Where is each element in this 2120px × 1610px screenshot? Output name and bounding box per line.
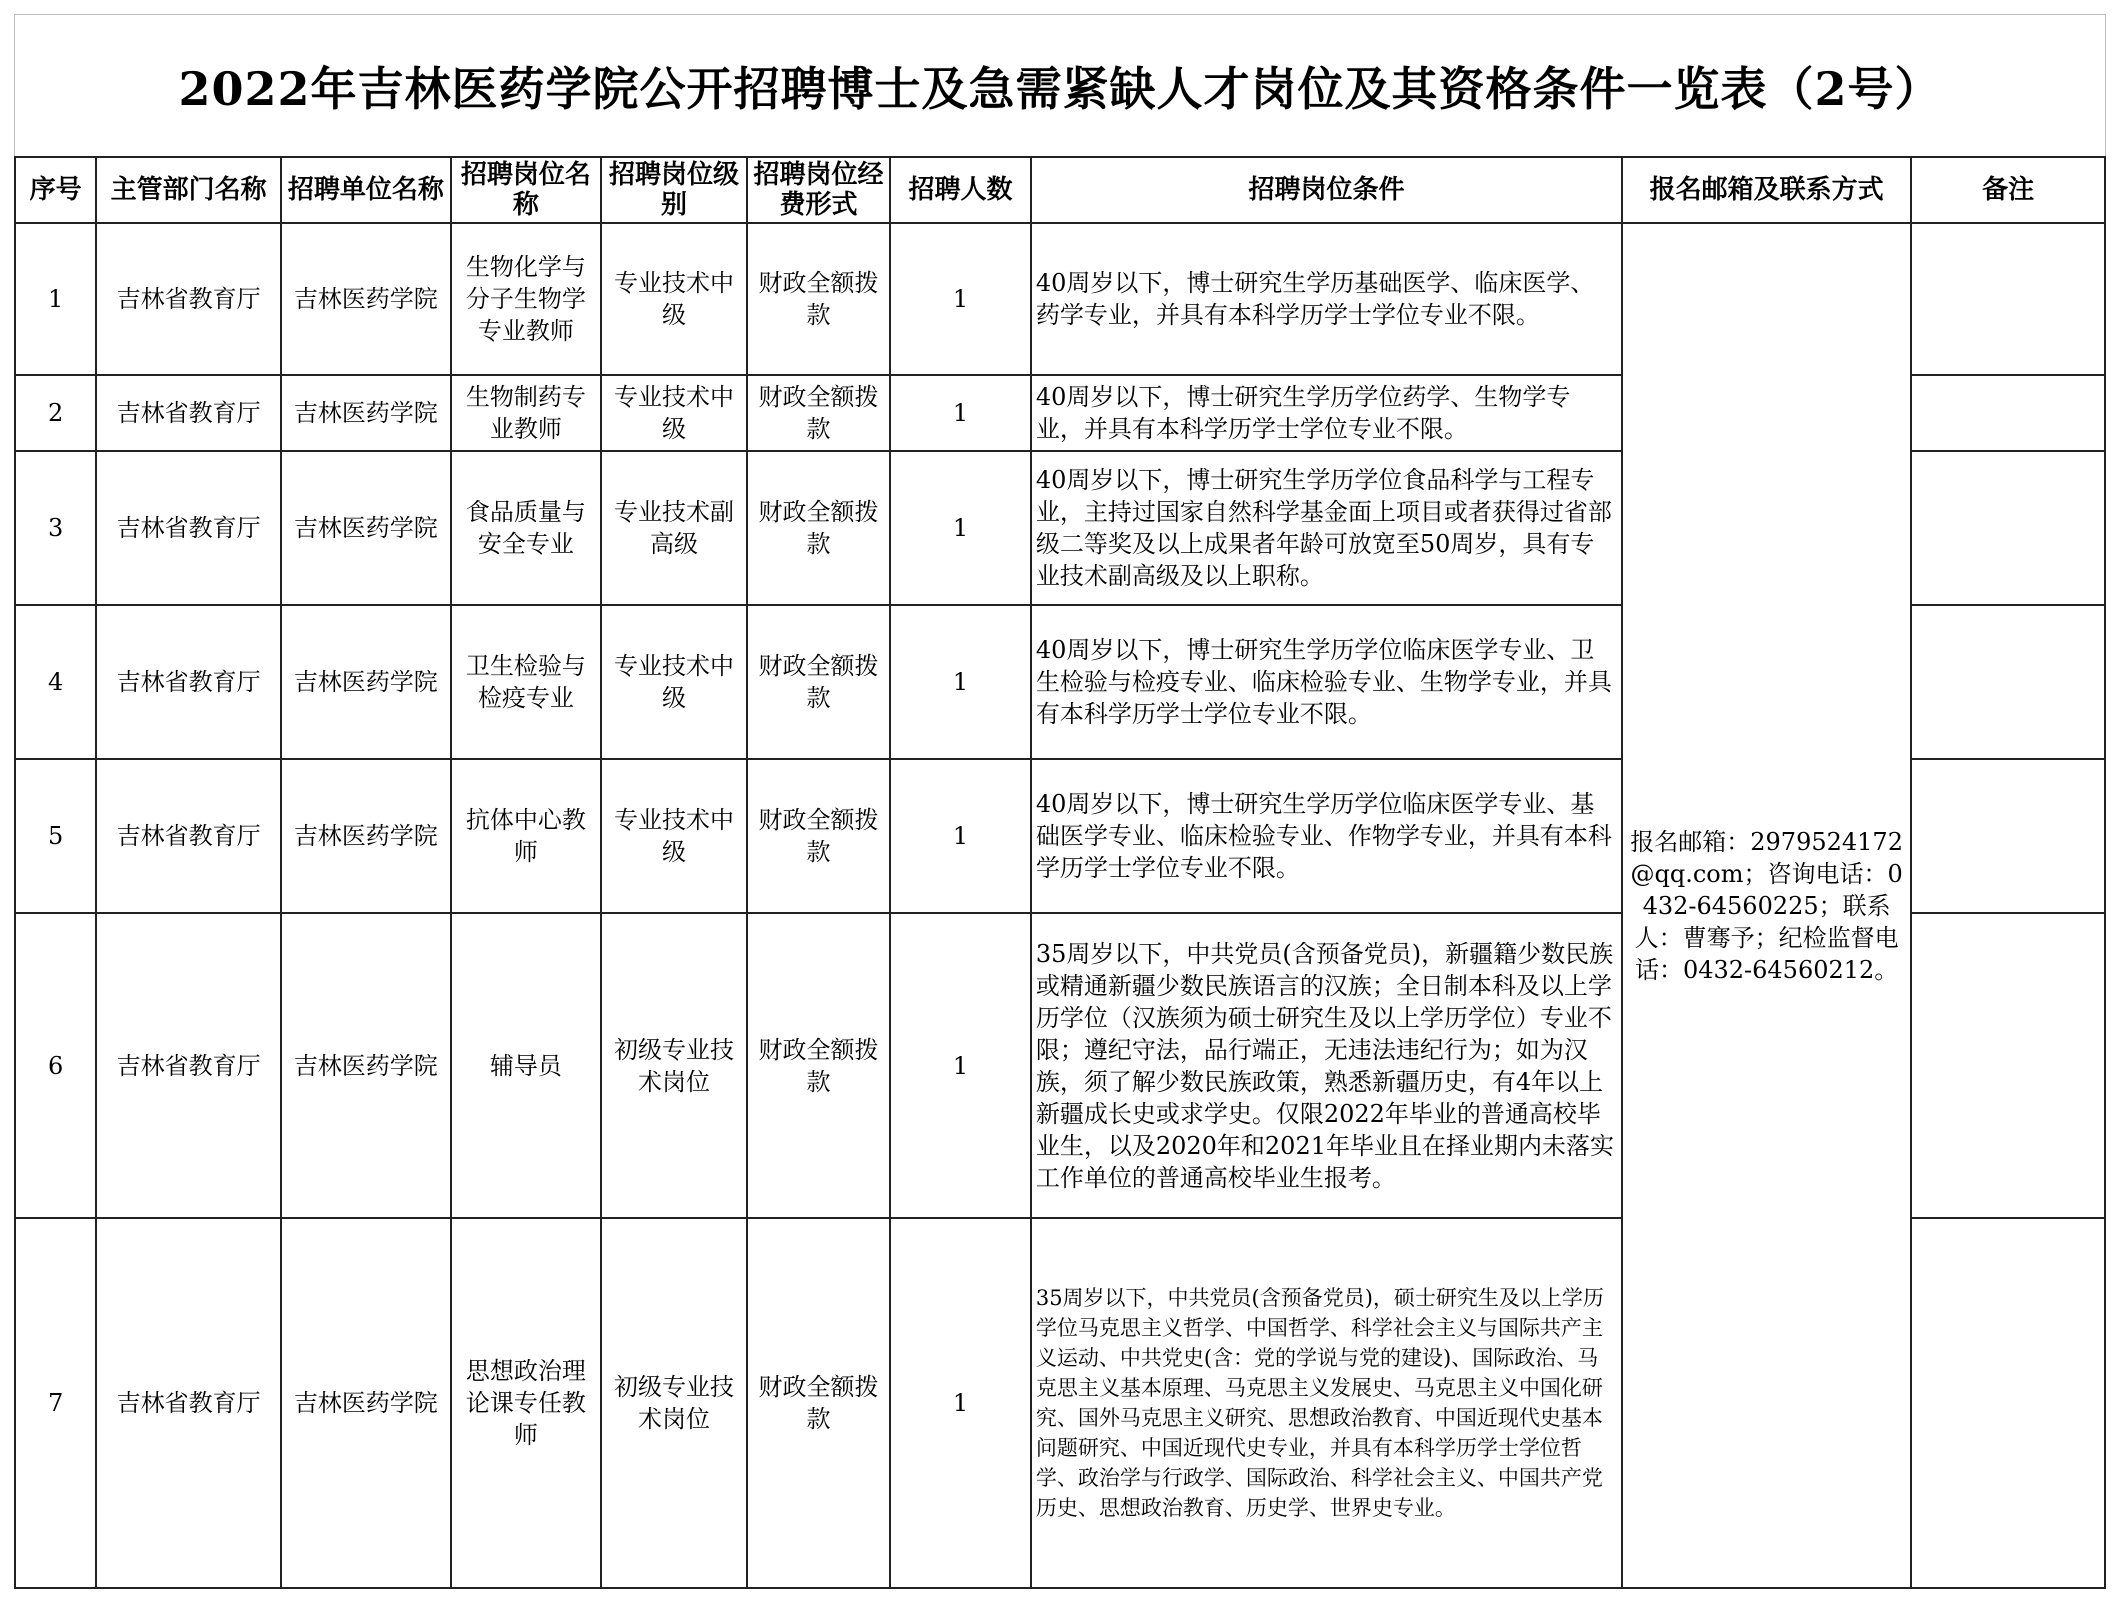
recruitment-table: [14, 156, 2106, 1589]
cell-seq: 4: [15, 605, 96, 759]
cell-unit: 吉林医药学院: [281, 375, 451, 451]
cell-contact: 报名邮箱：2979524172@qq.com；咨询电话：0432-64560225；联系人：曹骞予；纪检监督电话：0432-64560212。: [1622, 223, 1911, 1588]
cell-level: 专业技术中级: [601, 375, 747, 451]
cell-post: 思想政治理论课专任教师: [451, 1218, 602, 1588]
cell-seq: 2: [15, 375, 96, 451]
cell-dept: 吉林省教育厅: [96, 375, 281, 451]
cell-seq: 6: [15, 913, 96, 1218]
cell-dept: 吉林省教育厅: [96, 1218, 281, 1588]
recruitment-sheet: [14, 14, 2106, 1596]
cell-level: 专业技术中级: [601, 605, 747, 759]
cell-conditions: 40周岁以下，博士研究生学历学位药学、生物学专业，并具有本科学历学士学位专业不限。: [1031, 375, 1622, 451]
cell-conditions: 40周岁以下，博士研究生学历学位临床医学专业、卫生检验与检疫专业、临床检验专业、生物学专业，并具有本科学历学士学位专业不限。: [1031, 605, 1622, 759]
cell-unit: 吉林医药学院: [281, 223, 451, 375]
cell-post: 辅导员: [451, 913, 602, 1218]
cell-funding: 财政全额拨款: [747, 223, 891, 375]
cell-conditions: 35周岁以下，中共党员(含预备党员)，硕士研究生及以上学历学位马克思主义哲学、中国哲学、科学社会主义与国际共产主义运动、中共党史(含：党的学说与党的建设)、国际政治、马克思主义基本原理、马克思主义发展史、马克思主义中国化研究、国外马克思主义研究、思想政治教育、中国近现代史基本问题研究、中国近现代史专业，并具有本科学历学士学位哲学、政治学与行政学、国际政治、科学社会主义、中国共产党历史、思想政治教育、历史学、世界史专业。: [1031, 1218, 1622, 1588]
cell-level: 专业技术中级: [601, 223, 747, 375]
cell-post: 生物制药专业教师: [451, 375, 602, 451]
cell-seq: 1: [15, 223, 96, 375]
cell-conditions: 40周岁以下，博士研究生学历基础医学、临床医学、药学专业，并具有本科学历学士学位专业不限。: [1031, 223, 1622, 375]
cell-count: 1: [890, 759, 1031, 913]
cell-count: 1: [890, 913, 1031, 1218]
cell-seq: 3: [15, 451, 96, 605]
cell-count: 1: [890, 1218, 1031, 1588]
cell-unit: 吉林医药学院: [281, 605, 451, 759]
cell-funding: 财政全额拨款: [747, 451, 891, 605]
cell-seq: 7: [15, 1218, 96, 1588]
header-count: 招聘人数: [890, 157, 1031, 223]
cell-level: 初级专业技术岗位: [601, 913, 747, 1218]
cell-conditions: 40周岁以下，博士研究生学历学位食品科学与工程专业，主持过国家自然科学基金面上项目或者获得过省部级二等奖及以上成果者年龄可放宽至50周岁，具有专业技术副高级及以上职称。: [1031, 451, 1622, 605]
cell-unit: 吉林医药学院: [281, 913, 451, 1218]
cell-conditions: 35周岁以下，中共党员(含预备党员)，新疆籍少数民族或精通新疆少数民族语言的汉族；全日制本科及以上学历学位（汉族须为硕士研究生及以上学历学位）专业不限；遵纪守法，品行端正，无违法违纪行为；如为汉族，须了解少数民族政策，熟悉新疆历史，有4年以上新疆成长史或求学史。仅限2022年毕业的普通高校毕业生，以及2020年和2021年毕业且在择业期内未落实工作单位的普通高校毕业生报考。: [1031, 913, 1622, 1218]
header-row: [15, 157, 2105, 223]
cell-funding: 财政全额拨款: [747, 1218, 891, 1588]
cell-remarks: [1911, 1218, 2105, 1588]
cell-funding: 财政全额拨款: [747, 913, 891, 1218]
title-bar: [14, 14, 2106, 156]
cell-count: 1: [890, 451, 1031, 605]
cell-post: 生物化学与分子生物学专业教师: [451, 223, 602, 375]
page-title: 2022年吉林医药学院公开招聘博士及急需紧缺人才岗位及其资格条件一览表（2号）: [178, 61, 1942, 116]
header-funding: 招聘岗位经费形式: [747, 157, 891, 223]
cell-dept: 吉林省教育厅: [96, 223, 281, 375]
cell-post: 抗体中心教师: [451, 759, 602, 913]
cell-level: 专业技术中级: [601, 759, 747, 913]
cell-level: 专业技术副高级: [601, 451, 747, 605]
cell-unit: 吉林医药学院: [281, 759, 451, 913]
header-seq: 序号: [15, 157, 96, 223]
cell-funding: 财政全额拨款: [747, 605, 891, 759]
cell-conditions: 40周岁以下，博士研究生学历学位临床医学专业、基础医学专业、临床检验专业、作物学专业，并具有本科学历学士学位专业不限。: [1031, 759, 1622, 913]
cell-remarks: [1911, 375, 2105, 451]
cell-post: 卫生检验与检疫专业: [451, 605, 602, 759]
header-level: 招聘岗位级别: [601, 157, 747, 223]
cell-dept: 吉林省教育厅: [96, 913, 281, 1218]
cell-post: 食品质量与安全专业: [451, 451, 602, 605]
cell-count: 1: [890, 375, 1031, 451]
cell-remarks: [1911, 913, 2105, 1218]
cell-seq: 5: [15, 759, 96, 913]
header-conditions: 招聘岗位条件: [1031, 157, 1622, 223]
cell-unit: 吉林医药学院: [281, 451, 451, 605]
cell-dept: 吉林省教育厅: [96, 605, 281, 759]
header-post: 招聘岗位名称: [451, 157, 602, 223]
table-row: [15, 223, 2105, 375]
header-unit: 招聘单位名称: [281, 157, 451, 223]
cell-count: 1: [890, 605, 1031, 759]
cell-remarks: [1911, 223, 2105, 375]
header-contact: 报名邮箱及联系方式: [1622, 157, 1911, 223]
cell-unit: 吉林医药学院: [281, 1218, 451, 1588]
cell-remarks: [1911, 605, 2105, 759]
cell-level: 初级专业技术岗位: [601, 1218, 747, 1588]
cell-remarks: [1911, 451, 2105, 605]
cell-funding: 财政全额拨款: [747, 375, 891, 451]
cell-count: 1: [890, 223, 1031, 375]
cell-remarks: [1911, 759, 2105, 913]
cell-funding: 财政全额拨款: [747, 759, 891, 913]
cell-dept: 吉林省教育厅: [96, 759, 281, 913]
header-remarks: 备注: [1911, 157, 2105, 223]
header-dept: 主管部门名称: [96, 157, 281, 223]
cell-dept: 吉林省教育厅: [96, 451, 281, 605]
